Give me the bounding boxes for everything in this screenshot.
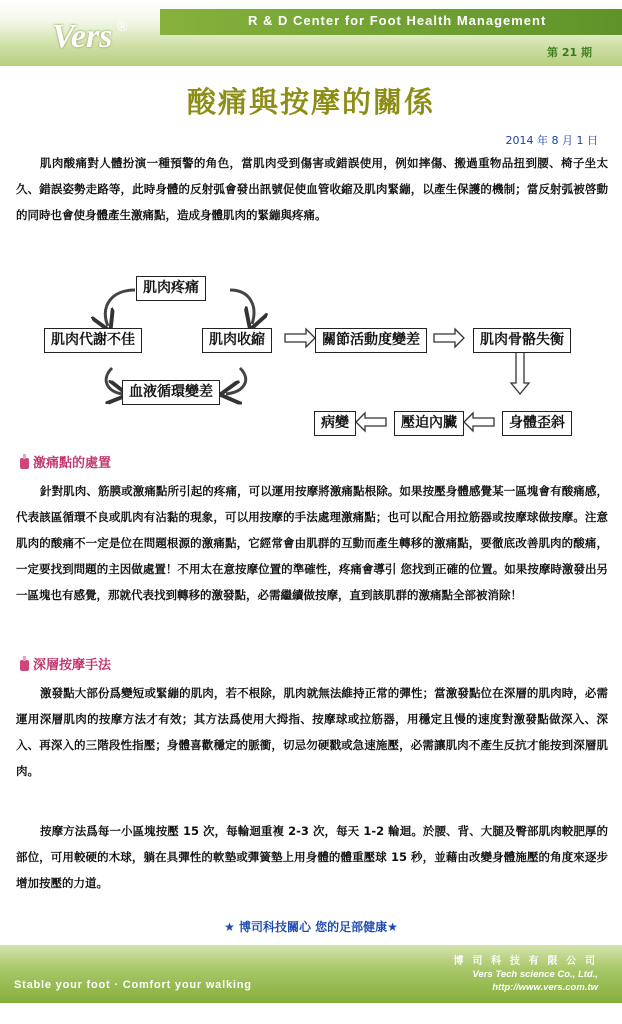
section-heading-trigger-points [20, 452, 111, 471]
page-title: 酸痛與按摩的關係 [186, 85, 435, 119]
bottle-bullet-icon [20, 656, 29, 671]
closing-line: ★ 博司科技關心 您的足部健康★ [224, 920, 398, 934]
header-title: R & D Center for Foot Health Management [248, 13, 547, 28]
section-heading-deep-massage [20, 654, 111, 673]
cycle-arrow-top-right [230, 290, 254, 324]
hollow-arrow-right-1 [285, 329, 315, 347]
node-organ-compression: 壓迫內臟 [394, 411, 464, 436]
node-body-tilt: 身體歪斜 [502, 411, 572, 436]
node-muscle-pain: 肌肉疼痛 [136, 276, 206, 301]
section-heading-label: 深層按摩手法 [33, 658, 112, 673]
footer-slogan: Stable your foot · Comfort your walking [14, 979, 252, 991]
company-name-cn: 博 司 科 技 有 限 公 司 [453, 956, 598, 967]
publish-date: 2014 年 8 月 1 日 [505, 134, 598, 147]
node-poor-metabolism: 肌肉代謝不佳 [44, 328, 142, 353]
vers-logo: Vers [52, 18, 113, 55]
cycle-arrow-bottom-right [226, 368, 246, 394]
node-lesion: 病變 [314, 411, 356, 436]
company-url: http://www.vers.com.tw [492, 982, 598, 993]
node-muscle-contraction: 肌肉收縮 [202, 328, 272, 353]
hollow-arrow-left-1 [464, 413, 494, 431]
hollow-arrow-left-2 [356, 413, 386, 431]
hollow-arrow-right-2 [434, 329, 464, 347]
pain-cycle-diagram [30, 268, 590, 438]
hollow-arrow-down [511, 352, 529, 394]
issue-number: 第 21 期 [547, 46, 592, 59]
bottle-bullet-icon [20, 454, 29, 469]
massage-method-text: 按摩方法爲每一小區塊按壓 15 次，每輪迴重複 2-3 次，每天 1-2 輪迴。於腰、背、大腿及臀部肌肉較肥厚的部位，可用較硬的木球，躺在具彈性的軟墊或彈簧墊上用身體的體重壓球 15 秒，並藉由改變身體施壓的角度來逐步增加按壓的力道。 [16, 824, 608, 890]
registered-mark: ® [116, 20, 129, 35]
section-deep-massage-text: 激發點大部份爲變短或緊繃的肌肉，若不根除，肌肉就無法維持正常的彈性；當激發點位在深層的肌肉時，必需運用深層肌肉的按摩方法才有效；其方法爲使用大拇指、按摩球或拉筋器，用穩定且慢的速度對激發點做深入、深入、再深入的三階段性指壓；身體喜歡穩定的脈衝，切忌勿硬戳或急速施壓，必需讓肌肉不產生反抗才能按到深層肌肉。 [16, 686, 608, 778]
section-heading-label: 激痛點的處置 [33, 456, 112, 471]
node-joint-mobility: 關節活動度變差 [315, 328, 427, 353]
node-skeletal-imbalance: 肌肉骨骼失衡 [473, 328, 571, 353]
cycle-arrow-bottom-left [106, 368, 122, 394]
intro-paragraph: 肌肉酸痛對人體扮演一種預警的角色，當肌肉受到傷害或錯誤使用，例如摔傷、搬過重物品扭到腰、椅子坐太久、錯誤姿勢走路等，此時身體的反射弧會發出訊號促使血管收縮及肌肉緊繃，以產生保護的機制；當反射弧被啓動的同時也會使身體產生激痛點，造成身體肌肉的緊繃與疼痛。 [16, 156, 608, 222]
cycle-arrow-top-left [105, 290, 135, 326]
footer-company-info [454, 955, 598, 994]
node-poor-circulation: 血液循環變差 [122, 380, 220, 405]
company-name-en: Vers Tech science Co., Ltd., [472, 969, 598, 980]
section-trigger-points-text: 針對肌肉、筋膜或激痛點所引起的疼痛，可以運用按摩將激痛點根除。如果按壓身體感覺某一區塊會有酸痛感，代表該區循環不良或肌肉有沾黏的現象，可以用按摩的手法處理激痛點；也可以配合用拉筋器或按摩球做按摩。注意肌肉的酸痛不一定是位在問題根源的激痛點，它經常會由肌群的互動而產生轉移的激痛點，要徹底改善肌肉的酸痛，一定要找到問題的主因做處置！不用太在意按摩位置的準確性，疼痛會導引 您找到正確的位置。如果按摩時激發出另一區塊也有感覺，那就代表找到轉移的激發點，必需繼續做按摩，直到該肌群的激痛點全部被消除！ [16, 484, 608, 602]
